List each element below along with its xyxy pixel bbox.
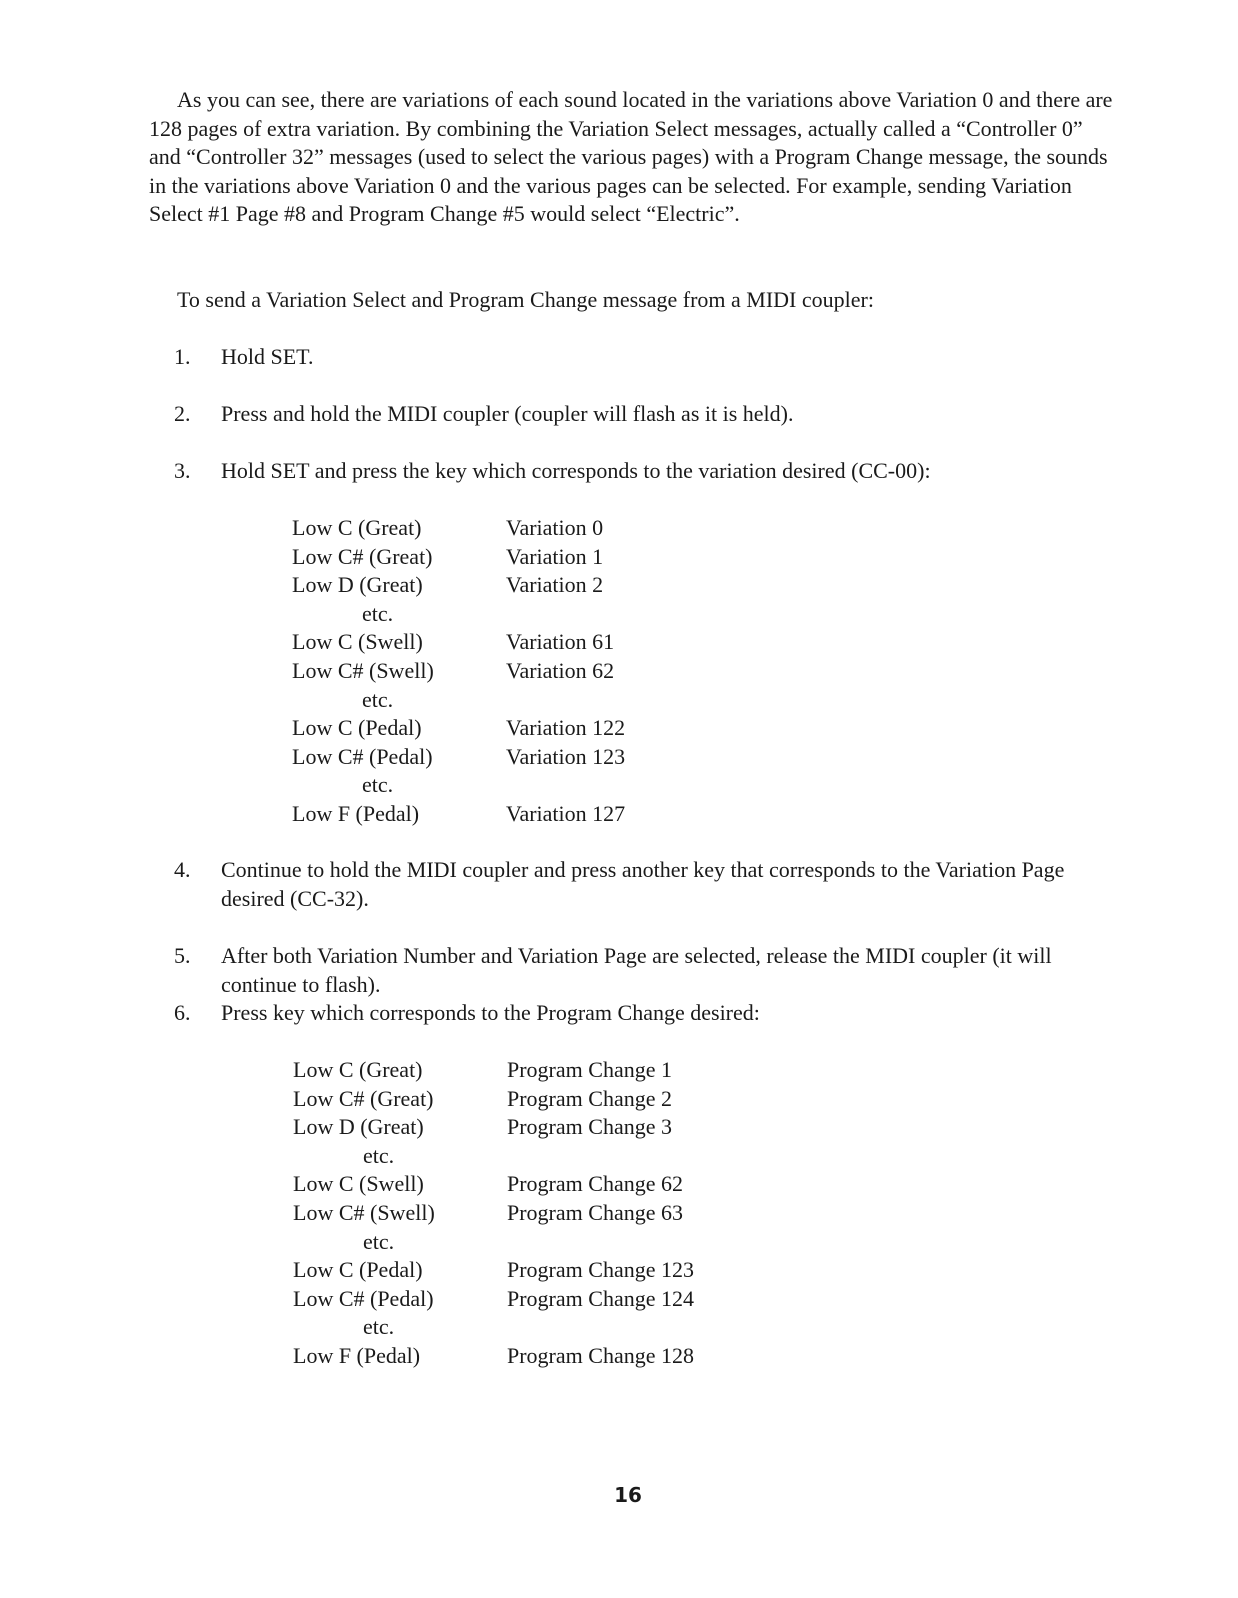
value-cell: Program Change 3: [507, 1114, 672, 1140]
etc-cell: etc.: [362, 772, 394, 798]
step-number: 1.: [174, 344, 191, 369]
etc-cell: etc.: [363, 1314, 395, 1340]
key-cell: Low C# (Pedal): [293, 1285, 434, 1311]
key-cell: Low C (Great): [292, 515, 422, 540]
key-cell: Low C# (Great): [292, 543, 433, 569]
instructions-lead: To send a Variation Select and Program Change message from a MIDI coupler:: [177, 287, 874, 312]
value-cell: Program Change 124: [507, 1285, 694, 1311]
step-text: Press and hold the MIDI coupler (coupler will flash as it is held).: [221, 401, 794, 426]
value-cell: Program Change 123: [507, 1257, 694, 1283]
value-cell: Program Change 128: [507, 1342, 694, 1368]
step-number: 2.: [174, 401, 191, 426]
value-cell: Variation 1: [506, 543, 604, 569]
step-number: 4.: [174, 857, 191, 882]
key-cell: Low F (Pedal): [293, 1342, 421, 1368]
step-text: Continue to hold the MIDI coupler and press another key that corresponds to the Variation Page desired (CC-32).: [221, 857, 1065, 911]
step-text: After both Variation Number and Variation Page are selected, release the MIDI coupler (it will continue to flash).: [221, 943, 1052, 997]
key-cell: Low C (Pedal): [292, 715, 422, 741]
value-cell: Program Change 63: [507, 1199, 683, 1225]
value-cell: Program Change 1: [507, 1057, 672, 1082]
etc-cell: etc.: [363, 1228, 395, 1254]
key-cell: Low D (Great): [292, 572, 423, 598]
step-number: 3.: [174, 458, 191, 483]
key-cell: Low C (Pedal): [293, 1257, 423, 1283]
key-cell: Low F (Pedal): [292, 800, 420, 826]
etc-cell: etc.: [363, 1142, 395, 1168]
value-cell: Variation 0: [506, 515, 604, 540]
step-text: Hold SET and press the key which corresponds to the variation desired (CC-00):: [221, 458, 931, 483]
step-number: 6.: [174, 1000, 191, 1025]
key-cell: Low C (Swell): [293, 1171, 424, 1197]
intro-paragraph: As you can see, there are variations of each sound located in the variations above Variation 0 and there are 128 pages of extra variation. By combining the Variation Select messages, actually called a “Controller 0” and “Controller 32” messages (used to select the various pages) with a Program Change message, the sounds in the variations above Variation 0 and the various pages can be selected. For example, sending Variation Select #1 Page #8 and Program Change #5 would select “Electric”.: [149, 87, 1113, 227]
etc-cell: etc.: [362, 686, 394, 712]
key-cell: Low C (Great): [293, 1057, 423, 1082]
key-cell: Low C# (Pedal): [292, 743, 433, 769]
key-cell: Low C# (Swell): [293, 1199, 435, 1225]
value-cell: Program Change 2: [507, 1085, 672, 1111]
step-text: Press key which corresponds to the Program Change desired:: [221, 1000, 760, 1025]
value-cell: Variation 62: [506, 657, 615, 683]
page-number: 16: [614, 1483, 642, 1507]
value-cell: Variation 2: [506, 572, 604, 598]
key-cell: Low D (Great): [293, 1114, 424, 1140]
value-cell: Program Change 62: [507, 1171, 683, 1197]
step-text: Hold SET.: [221, 344, 314, 369]
key-cell: Low C (Swell): [292, 629, 423, 655]
value-cell: Variation 123: [506, 743, 626, 769]
key-cell: Low C# (Great): [293, 1085, 434, 1111]
etc-cell: etc.: [362, 600, 394, 626]
value-cell: Variation 61: [506, 629, 615, 655]
value-cell: Variation 122: [506, 715, 626, 741]
step-number: 5.: [174, 943, 191, 968]
key-cell: Low C# (Swell): [292, 657, 434, 683]
value-cell: Variation 127: [506, 800, 626, 826]
